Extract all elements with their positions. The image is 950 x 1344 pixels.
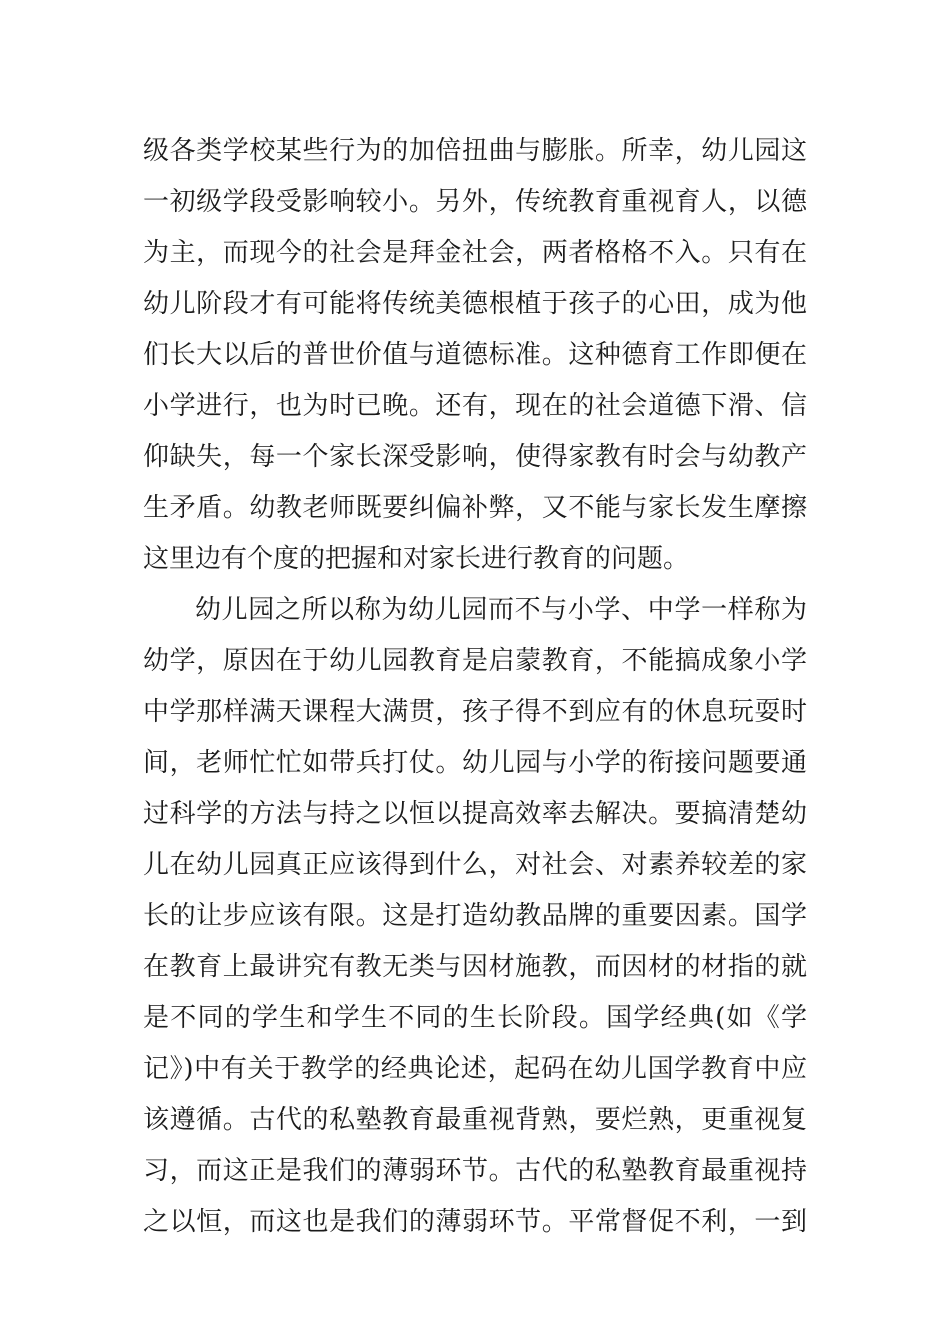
text-line: 为主，而现今的社会是拜金社会，两者格格不入。只有在 — [143, 238, 807, 268]
text-line: 小学进行，也为时已晚。还有，现在的社会道德下滑、信 — [143, 391, 807, 421]
text-line: 在教育上最讲究有教无类与因材施教，而因材的材指的就 — [143, 952, 807, 982]
text-line: 长的让步应该有限。这是打造幼教品牌的重要因素。国学 — [143, 901, 807, 931]
text-line: 这里边有个度的把握和对家长进行教育的问题。 — [143, 544, 690, 574]
text-line: 幼儿阶段才有可能将传统美德根植于孩子的心田，成为他 — [143, 289, 807, 319]
text-line: 生矛盾。幼教老师既要纠偏补弊，又不能与家长发生摩擦 — [143, 493, 807, 523]
text-line: 级各类学校某些行为的加倍扭曲与膨胀。所幸，幼儿园这 — [143, 136, 807, 166]
text-line: 习，而这正是我们的薄弱环节。古代的私塾教育最重视持 — [143, 1156, 807, 1186]
text-line: 儿在幼儿园真正应该得到什么，对社会、对素养较差的家 — [143, 850, 807, 880]
text-line: 中学那样满天课程大满贯，孩子得不到应有的休息玩耍时 — [143, 697, 807, 727]
text-line: 幼学，原因在于幼儿园教育是启蒙教育，不能搞成象小学 — [143, 646, 807, 676]
text-line: 该遵循。古代的私塾教育最重视背熟，要烂熟，更重视复 — [143, 1105, 807, 1135]
text-line: 们长大以后的普世价值与道德标准。这种德育工作即便在 — [143, 340, 807, 370]
text-line: 记》)中有关于教学的经典论述，起码在幼儿国学教育中应 — [143, 1054, 807, 1084]
text-line: 间，老师忙忙如带兵打仗。幼儿园与小学的衔接问题要通 — [143, 748, 807, 778]
paragraph-2 — [143, 585, 807, 1248]
text-line: 仰缺失，每一个家长深受影响，使得家教有时会与幼教产 — [143, 442, 807, 472]
text-line: 过科学的方法与持之以恒以提高效率去解决。要搞清楚幼 — [143, 799, 807, 829]
body-text — [143, 126, 807, 1248]
paragraph-1 — [143, 126, 807, 585]
text-line: 是不同的学生和学生不同的生长阶段。国学经典(如《学 — [143, 1003, 807, 1033]
text-line: 幼儿园之所以称为幼儿园而不与小学、中学一样称为 — [195, 595, 807, 625]
text-line: 之以恒，而这也是我们的薄弱环节。平常督促不利，一到 — [143, 1207, 807, 1237]
text-line: 一初级学段受影响较小。另外，传统教育重视育人，以德 — [143, 187, 807, 217]
